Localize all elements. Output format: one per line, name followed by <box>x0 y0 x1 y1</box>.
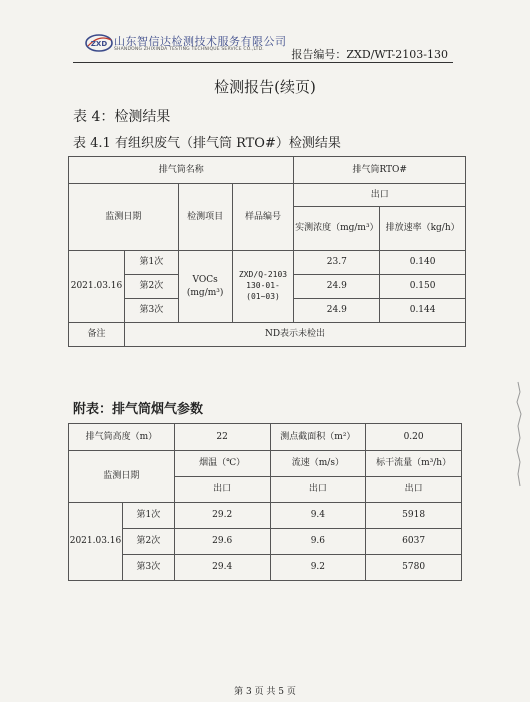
sample-number-cell <box>232 251 294 323</box>
section-area-label: 测点截面积（m²） <box>270 424 366 451</box>
monitoring-date: 2021.03.16 <box>69 503 123 581</box>
flue-temp-label: 烟温（℃） <box>174 451 270 477</box>
section-heading-table41: 表 4.1 有组织废气（排气筒 RTO#）检测结果 <box>73 136 341 151</box>
remark-label: 备注 <box>69 323 125 347</box>
dry-flow-value: 5780 <box>366 555 462 581</box>
monitoring-date-label: 监测日期 <box>69 184 179 251</box>
outlet-label: 出口 <box>366 477 462 503</box>
company-name-cn: 山东智信达检测技术服务有限公司 <box>114 35 287 48</box>
margin-stamp-mark <box>514 380 524 490</box>
company-name-en: SHANDONG ZHIXINDA TESTING TECHNIQUE SERVICE CO.,LTD. <box>114 47 264 52</box>
run-label: 第2次 <box>122 529 174 555</box>
sample-number-line: (01~03) <box>246 291 280 301</box>
dry-flow-label: 标干流量（m³/h） <box>366 451 462 477</box>
header-divider <box>73 62 453 63</box>
run-label: 第3次 <box>122 555 174 581</box>
measured-concentration-label: 实测浓度（mg/m³） <box>294 207 380 251</box>
emission-rate-value: 0.140 <box>380 251 466 275</box>
section-heading-table4: 表 4：检测结果 <box>73 109 171 125</box>
test-item-label: 检测项目 <box>178 184 232 251</box>
flue-gas-parameters-table <box>68 423 462 581</box>
monitoring-date: 2021.03.16 <box>69 251 125 323</box>
emission-rate-value: 0.150 <box>380 275 466 299</box>
test-item-cell <box>178 251 232 323</box>
flow-speed-value: 9.6 <box>270 529 366 555</box>
report-number: 报告编号：ZXD/WT-2103-130 <box>291 48 448 61</box>
sample-number-line: ZXD/Q-2103 <box>238 270 288 280</box>
flow-speed-label: 流速（m/s） <box>270 451 366 477</box>
outlet-label: 出口 <box>174 477 270 503</box>
stack-height-label: 排气筒高度（m） <box>69 424 175 451</box>
section-area-value: 0.20 <box>366 424 462 451</box>
run-label: 第2次 <box>124 275 178 299</box>
company-logo-icon <box>84 32 114 54</box>
exhaust-name-label: 排气筒名称 <box>69 157 294 184</box>
flow-speed-value: 9.4 <box>270 503 366 529</box>
run-label: 第1次 <box>124 251 178 275</box>
sample-number-line: 130-01- <box>246 281 280 291</box>
dry-flow-value: 5918 <box>366 503 462 529</box>
flue-temp-value: 29.2 <box>174 503 270 529</box>
dry-flow-value: 6037 <box>366 529 462 555</box>
outlet-label: 出口 <box>294 184 466 207</box>
concentration-value: 24.9 <box>294 299 380 323</box>
outlet-label: 出口 <box>270 477 366 503</box>
remark-value: ND表示未检出 <box>124 323 465 347</box>
emission-rate-label: 排放速率（kg/h） <box>380 207 466 251</box>
run-label: 第1次 <box>122 503 174 529</box>
sample-number-label: 样品编号 <box>232 184 294 251</box>
test-item-name: VOCs <box>192 275 218 286</box>
stack-height-value: 22 <box>174 424 270 451</box>
flow-speed-value: 9.2 <box>270 555 366 581</box>
exhaust-name-value: 排气筒RTO# <box>294 157 466 184</box>
emission-results-table <box>68 156 466 347</box>
emission-rate-value: 0.144 <box>380 299 466 323</box>
concentration-value: 24.9 <box>294 275 380 299</box>
monitoring-date-label: 监测日期 <box>69 451 175 503</box>
run-label: 第3次 <box>124 299 178 323</box>
concentration-value: 23.7 <box>294 251 380 275</box>
logo-text: ZXD <box>90 40 108 48</box>
test-item-unit: (mg/m³) <box>186 287 224 298</box>
flue-temp-value: 29.6 <box>174 529 270 555</box>
page-title: 检测报告(续页) <box>214 78 316 96</box>
flue-temp-value: 29.4 <box>174 555 270 581</box>
appendix-heading: 附表：排气筒烟气参数 <box>73 402 204 417</box>
page-number: 第 3 页 共 5 页 <box>234 687 296 697</box>
